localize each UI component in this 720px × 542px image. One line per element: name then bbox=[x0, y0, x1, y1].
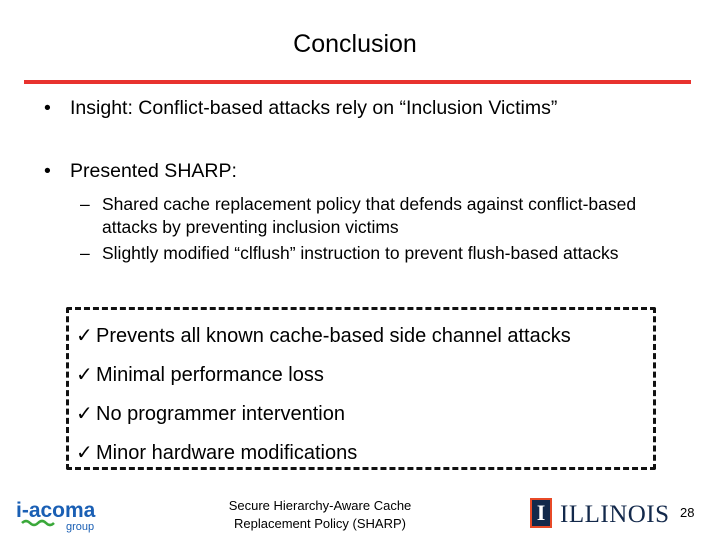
sub-bullet-text: Slightly modified “clflush” instruction to prevent flush-based attacks bbox=[102, 243, 619, 263]
footer-caption bbox=[210, 497, 430, 533]
checklist-text: Minimal performance loss bbox=[96, 364, 324, 386]
checklist-text: Minor hardware modifications bbox=[96, 442, 358, 464]
sub-bullet-text: Shared cache replacement policy that defends against conflict-based attacks by preventing inclusion victims bbox=[102, 194, 637, 237]
checklist-text: Prevents all known cache-based side channel attacks bbox=[96, 325, 571, 347]
bullet-text: Insight: Conflict-based attacks rely on “Inclusion Victims” bbox=[70, 97, 558, 119]
checklist-text: No programmer intervention bbox=[96, 403, 345, 425]
footer-caption-line1: Secure Hierarchy-Aware Cache bbox=[228, 498, 412, 513]
page-number: 28 bbox=[680, 505, 695, 520]
checkmark-icon: ✓ bbox=[76, 442, 93, 464]
footer-caption-line2: Replacement Policy (SHARP) bbox=[234, 516, 406, 531]
i-acoma-logo bbox=[16, 497, 116, 537]
bullet-marker: • bbox=[44, 160, 51, 182]
i-acoma-logo-word: i-acoma bbox=[16, 499, 96, 522]
illinois-block-i-icon bbox=[530, 498, 552, 528]
checkmark-icon: ✓ bbox=[76, 325, 93, 347]
sub-bullet-marker: – bbox=[80, 243, 90, 263]
checklist-item bbox=[76, 363, 324, 387]
checklist-item bbox=[76, 324, 571, 348]
title-divider bbox=[24, 80, 691, 84]
i-acoma-logo-sub: group bbox=[66, 521, 95, 533]
bullet-text: Presented SHARP: bbox=[70, 160, 237, 182]
illinois-wordmark: ILLINOIS bbox=[560, 501, 670, 528]
i-acoma-logo-graphic bbox=[16, 497, 116, 537]
checkmark-icon: ✓ bbox=[76, 403, 93, 425]
slide-title: Conclusion bbox=[293, 30, 417, 58]
illinois-logo bbox=[530, 498, 670, 534]
checklist-item bbox=[76, 402, 345, 426]
illinois-block-i-letter: I bbox=[536, 500, 546, 525]
bullet-marker: • bbox=[44, 97, 51, 119]
checklist-item bbox=[76, 441, 357, 465]
sub-bullet-marker: – bbox=[80, 194, 90, 214]
checkmark-icon: ✓ bbox=[76, 364, 93, 386]
